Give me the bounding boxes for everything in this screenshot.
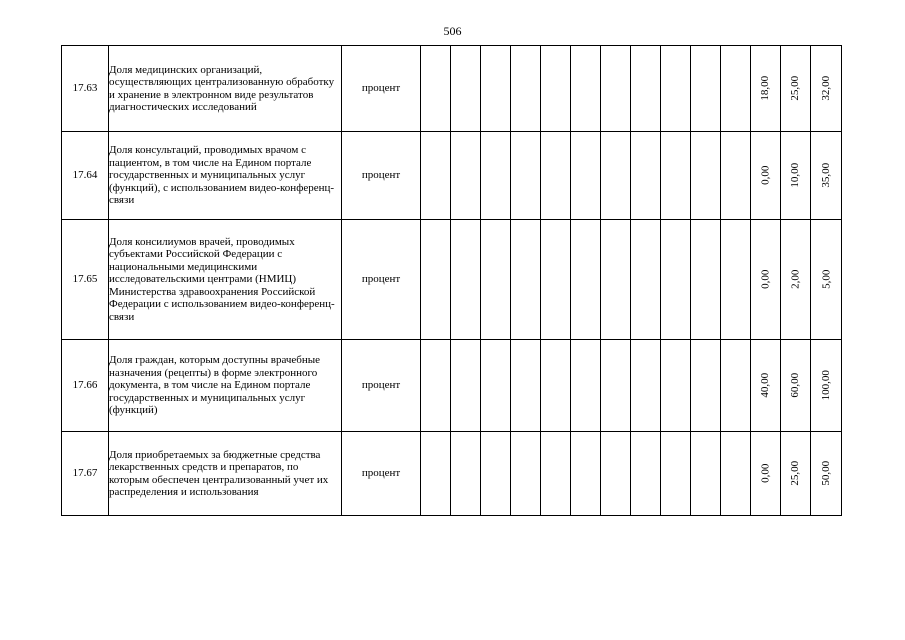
- empty-cell: [601, 132, 631, 220]
- empty-cell: [511, 132, 541, 220]
- empty-cell: [571, 132, 601, 220]
- empty-cell: [421, 432, 451, 516]
- empty-cell: [721, 340, 751, 432]
- empty-cell: [451, 432, 481, 516]
- value-cell: [751, 46, 781, 132]
- empty-cell: [571, 46, 601, 132]
- empty-cell: [601, 46, 631, 132]
- empty-cell: [661, 46, 691, 132]
- row-number: 17.63: [62, 46, 109, 132]
- value-text: 18,00: [759, 76, 772, 101]
- empty-cell: [481, 220, 511, 340]
- empty-cell: [661, 432, 691, 516]
- empty-cell: [481, 46, 511, 132]
- empty-cell: [481, 132, 511, 220]
- empty-cell: [451, 220, 481, 340]
- empty-cell: [661, 132, 691, 220]
- unit-cell: процент: [342, 132, 421, 220]
- empty-cell: [541, 432, 571, 516]
- value-cell: [781, 432, 811, 516]
- indicator-name: Доля консилиумов врачей, проводимых субъектами Российской Федерации с национальными медицинскими исследовательскими центрами (НМИЦ) Министерства здравоохранения Российской Федерации с использованием видео-конференц-связи: [109, 220, 342, 340]
- empty-cell: [601, 220, 631, 340]
- empty-cell: [541, 220, 571, 340]
- row-number: 17.65: [62, 220, 109, 340]
- empty-cell: [451, 46, 481, 132]
- indicator-name: Доля граждан, которым доступны врачебные назначения (рецепты) в форме электронного документа, в том числе на Едином портале государственных и муниципальных услуг (функций): [109, 340, 342, 432]
- empty-cell: [481, 432, 511, 516]
- empty-cell: [721, 132, 751, 220]
- empty-cell: [511, 220, 541, 340]
- empty-cell: [721, 220, 751, 340]
- unit-cell: процент: [342, 432, 421, 516]
- empty-cell: [631, 432, 661, 516]
- value-text: 32,00: [819, 76, 832, 101]
- empty-cell: [421, 132, 451, 220]
- table-row: [62, 340, 842, 432]
- indicator-name: Доля медицинских организаций, осуществляющих централизованную обработку и хранение в электронном виде результатов диагностических исследований: [109, 46, 342, 132]
- empty-cell: [631, 220, 661, 340]
- value-cell: [781, 132, 811, 220]
- empty-cell: [511, 46, 541, 132]
- unit-cell: процент: [342, 220, 421, 340]
- value-text: 60,00: [789, 373, 802, 398]
- value-text: 50,00: [819, 461, 832, 486]
- unit-cell: процент: [342, 46, 421, 132]
- row-number: 17.64: [62, 132, 109, 220]
- empty-cell: [721, 46, 751, 132]
- empty-cell: [541, 132, 571, 220]
- empty-cell: [661, 340, 691, 432]
- empty-cell: [511, 432, 541, 516]
- value-cell: [811, 432, 842, 516]
- value-text: 0,00: [759, 269, 772, 290]
- indicator-name: Доля консультаций, проводимых врачом с пациентом, в том числе на Едином портале государственных и муниципальных услуг (функций), с использованием видео-конференц-связи: [109, 132, 342, 220]
- empty-cell: [691, 220, 721, 340]
- empty-cell: [601, 432, 631, 516]
- empty-cell: [661, 220, 691, 340]
- value-cell: [811, 132, 842, 220]
- unit-cell: процент: [342, 340, 421, 432]
- indicator-name: Доля приобретаемых за бюджетные средства лекарственных средств и препаратов, по которым обеспечен централизованный учет их распределения и использования: [109, 432, 342, 516]
- value-text: 0,00: [759, 165, 772, 186]
- value-text: 5,00: [819, 269, 832, 290]
- empty-cell: [421, 340, 451, 432]
- empty-cell: [541, 46, 571, 132]
- page-number: 506: [443, 24, 462, 38]
- value-text: 10,00: [789, 163, 802, 188]
- value-text: 40,00: [759, 373, 772, 398]
- empty-cell: [571, 432, 601, 516]
- value-cell: [751, 340, 781, 432]
- value-cell: [751, 220, 781, 340]
- row-number: 17.66: [62, 340, 109, 432]
- empty-cell: [691, 340, 721, 432]
- value-text: 2,00: [789, 269, 802, 290]
- value-cell: [811, 340, 842, 432]
- empty-cell: [691, 46, 721, 132]
- value-text: 0,00: [759, 463, 772, 484]
- value-cell: [781, 340, 811, 432]
- empty-cell: [481, 340, 511, 432]
- empty-cell: [631, 132, 661, 220]
- value-text: 35,00: [819, 163, 832, 188]
- empty-cell: [631, 340, 661, 432]
- value-text: 100,00: [819, 370, 832, 401]
- value-cell: [751, 432, 781, 516]
- empty-cell: [721, 432, 751, 516]
- table-row: [62, 432, 842, 516]
- empty-cell: [421, 220, 451, 340]
- table-row: [62, 220, 842, 340]
- empty-cell: [691, 432, 721, 516]
- indicators-table: [61, 45, 842, 516]
- empty-cell: [571, 340, 601, 432]
- value-text: 25,00: [789, 76, 802, 101]
- empty-cell: [601, 340, 631, 432]
- table-row: [62, 46, 842, 132]
- value-text: 25,00: [789, 461, 802, 486]
- empty-cell: [571, 220, 601, 340]
- value-cell: [751, 132, 781, 220]
- table-row: [62, 132, 842, 220]
- empty-cell: [541, 340, 571, 432]
- empty-cell: [511, 340, 541, 432]
- value-cell: [811, 220, 842, 340]
- empty-cell: [451, 132, 481, 220]
- value-cell: [781, 220, 811, 340]
- empty-cell: [451, 340, 481, 432]
- empty-cell: [421, 46, 451, 132]
- empty-cell: [631, 46, 661, 132]
- row-number: 17.67: [62, 432, 109, 516]
- value-cell: [811, 46, 842, 132]
- value-cell: [781, 46, 811, 132]
- empty-cell: [691, 132, 721, 220]
